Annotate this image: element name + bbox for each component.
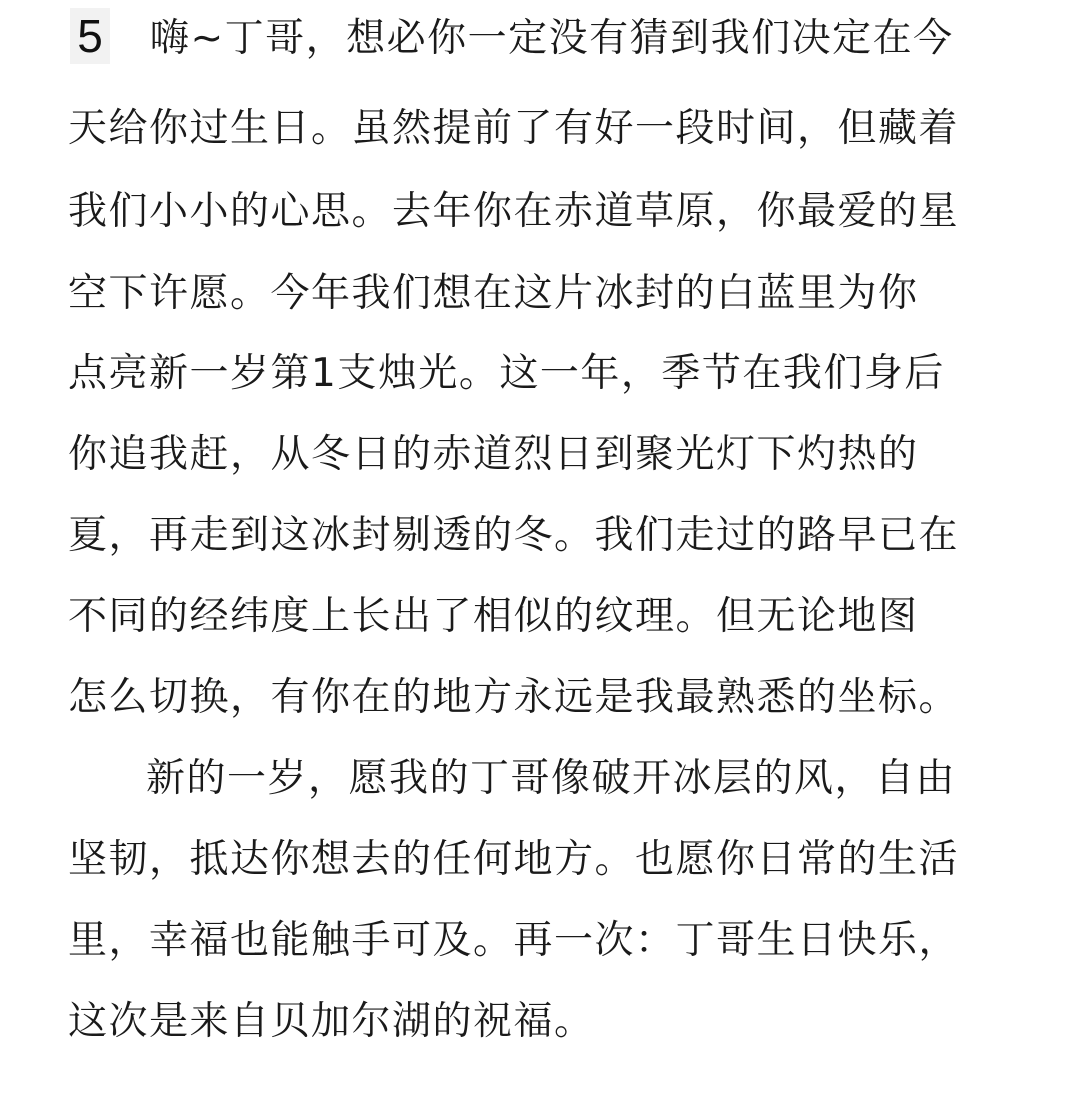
- text-line: 里，幸福也能触手可及。再一次：丁哥生日快乐，: [68, 918, 960, 963]
- text-line: 天给你过生日。虽然提前了有好一段时间，但藏着: [68, 106, 960, 151]
- text-line: 点亮新一岁第1支烛光。这一年，季节在我们身后: [68, 351, 945, 396]
- text-line: 空下许愿。今年我们想在这片冰封的白蓝里为你: [68, 271, 919, 316]
- text-line: 不同的经纬度上长出了相似的纹理。但无论地图: [68, 594, 919, 639]
- text-line: 嗨~丁哥，想必你一定没有猜到我们决定在今: [150, 16, 954, 61]
- text-line: 我们小小的心思。去年你在赤道草原，你最爱的星: [68, 189, 960, 234]
- text-line: 坚韧，抵达你想去的任何地方。也愿你日常的生活: [68, 837, 960, 882]
- text-line: 这次是来自贝加尔湖的祝福。: [68, 999, 595, 1044]
- page-number: 5: [70, 8, 110, 64]
- text-line: 夏，再走到这冰封剔透的冬。我们走过的路早已在: [68, 513, 960, 558]
- text-line: 怎么切换，有你在的地方永远是我最熟悉的坐标。: [68, 675, 960, 720]
- text-line: 新的一岁，愿我的丁哥像破开冰层的风，自由: [146, 756, 957, 801]
- text-line: 你追我赶，从冬日的赤道烈日到聚光灯下灼热的: [68, 432, 919, 477]
